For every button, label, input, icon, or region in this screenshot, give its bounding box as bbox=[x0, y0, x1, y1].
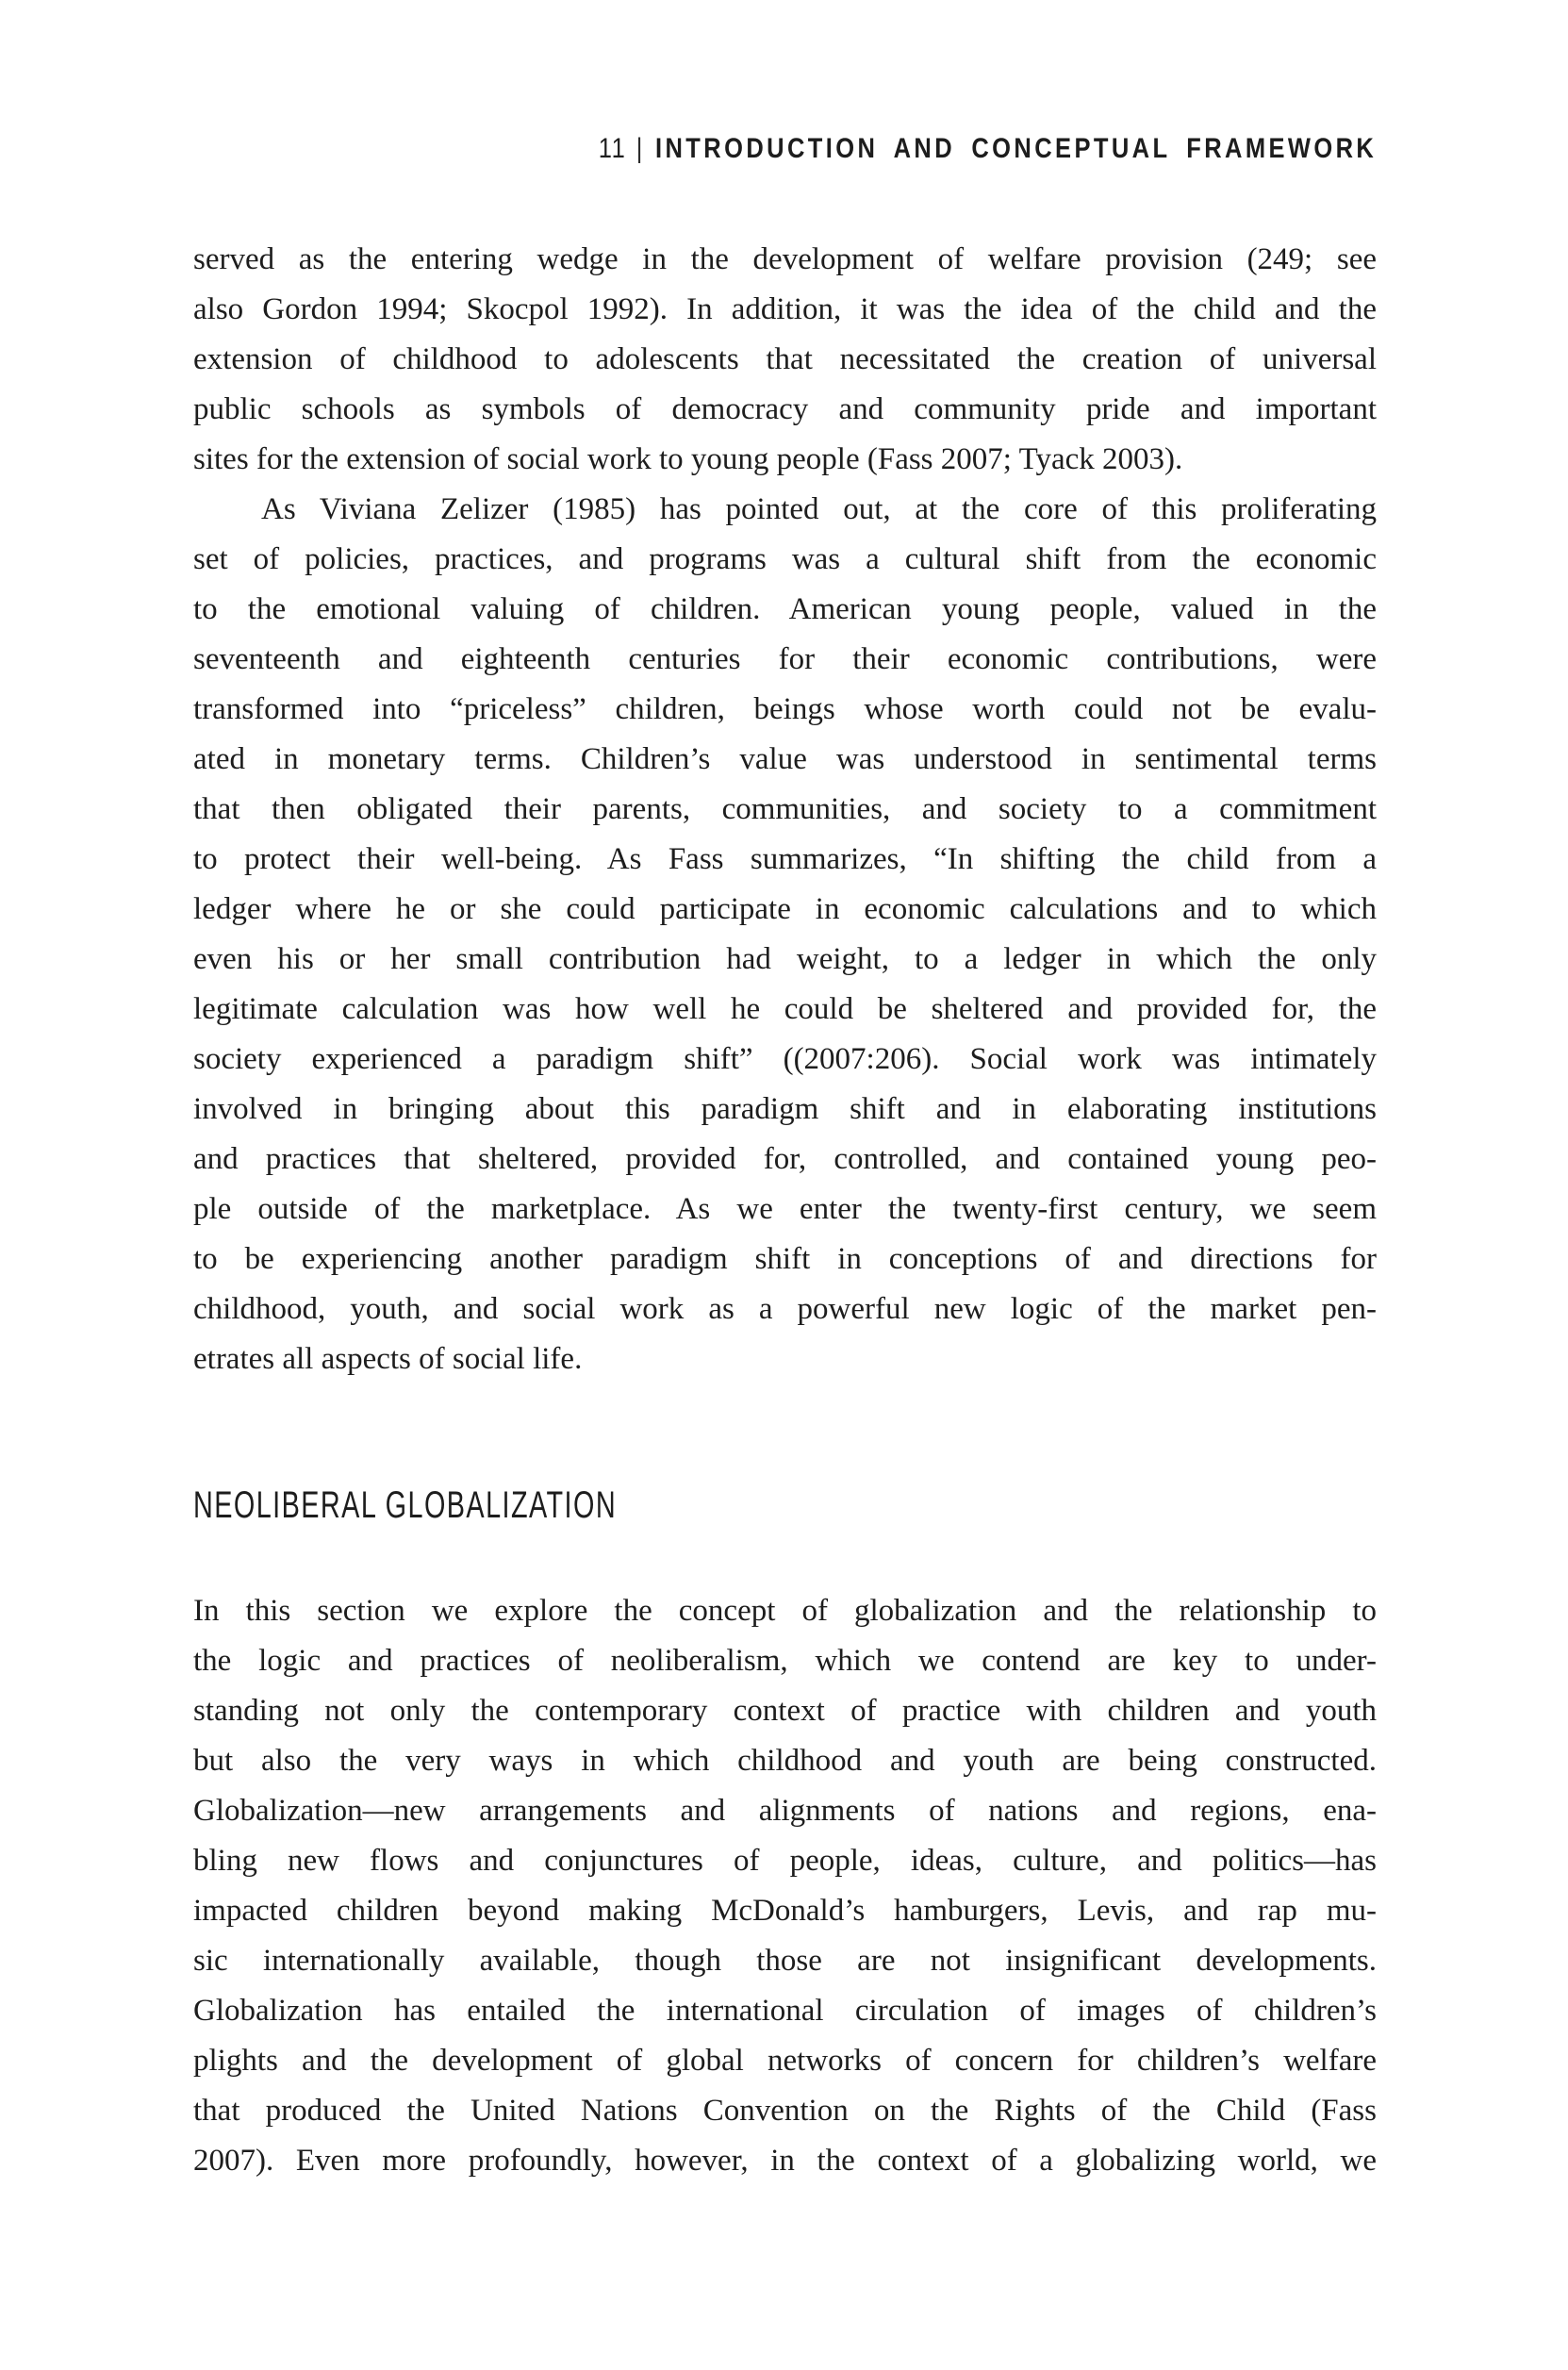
text-line: childhood, youth, and social work as a powerful new logic of the market pen- bbox=[193, 1292, 1377, 1326]
running-header-title: INTRODUCTION AND CONCEPTUAL FRAMEWORK bbox=[654, 133, 1377, 164]
text-line: society experienced a paradigm shift” ((2007:206). Social work was intimately bbox=[193, 1042, 1377, 1076]
header-separator: | bbox=[635, 133, 643, 164]
text-line: sites for the extension of social work to young people (Fass 2007; Tyack 2003). bbox=[193, 442, 1183, 476]
text-line: the logic and practices of neoliberalism, which we contend are key to under- bbox=[193, 1644, 1377, 1678]
text-line: involved in bringing about this paradigm shift and in elaborating institutions bbox=[193, 1092, 1377, 1126]
text-line: sic internationally available, though those are not insignificant developments. bbox=[193, 1944, 1377, 1978]
text-line: seventeenth and eighteenth centuries for their economic contributions, were bbox=[193, 642, 1377, 676]
paragraph bbox=[193, 235, 1377, 485]
text-line: transformed into “priceless” children, beings whose worth could not be evalu- bbox=[193, 692, 1377, 726]
text-line: ple outside of the marketplace. As we enter the twenty-first century, we seem bbox=[193, 1192, 1377, 1226]
text-line: set of policies, practices, and programs was a cultural shift from the economic bbox=[193, 542, 1377, 576]
section-heading: NEOLIBERAL GLOBALIZATION bbox=[193, 1484, 618, 1526]
text-line: ledger where he or she could participate in economic calculations and to which bbox=[193, 892, 1377, 926]
text-line: Globalization—new arrangements and alignments of nations and regions, ena- bbox=[193, 1794, 1377, 1828]
text-line: impacted children beyond making McDonald’s hamburgers, Levis, and rap mu- bbox=[193, 1894, 1377, 1928]
text-line: to the emotional valuing of children. American young people, valued in the bbox=[193, 592, 1377, 626]
text-line: extension of childhood to adolescents that necessitated the creation of universal bbox=[193, 342, 1377, 376]
text-line: to be experiencing another paradigm shift in conceptions of and directions for bbox=[193, 1242, 1377, 1276]
text-line: plights and the development of global networks of concern for children’s welfare bbox=[193, 2044, 1377, 2078]
running-header bbox=[598, 132, 1377, 166]
text-line: that then obligated their parents, communities, and society to a commitment bbox=[193, 792, 1377, 826]
text-line: legitimate calculation was how well he could be sheltered and provided for, the bbox=[193, 992, 1377, 1026]
text-line: As Viviana Zelizer (1985) has pointed out, at the core of this proliferating bbox=[261, 492, 1377, 526]
text-line: bling new flows and conjunctures of people, ideas, culture, and politics—has bbox=[193, 1844, 1377, 1878]
text-line: etrates all aspects of social life. bbox=[193, 1342, 583, 1376]
text-line: and practices that sheltered, provided for, controlled, and contained young peo- bbox=[193, 1142, 1377, 1176]
paragraph bbox=[193, 1586, 1377, 2186]
text-line: to protect their well-being. As Fass summarizes, “In shifting the child from a bbox=[193, 842, 1377, 876]
text-line: served as the entering wedge in the development of welfare provision (249; see bbox=[193, 242, 1377, 276]
page-number: 11 bbox=[598, 133, 627, 164]
text-line: that produced the United Nations Convention on the Rights of the Child (Fass bbox=[193, 2094, 1377, 2128]
text-line: even his or her small contribution had weight, to a ledger in which the only bbox=[193, 942, 1377, 976]
text-line: public schools as symbols of democracy and community pride and important bbox=[193, 392, 1377, 426]
paragraph bbox=[193, 485, 1377, 1384]
text-line: Globalization has entailed the international circulation of images of children’s bbox=[193, 1994, 1377, 2028]
text-line: standing not only the contemporary context of practice with children and youth bbox=[193, 1694, 1377, 1728]
text-line: ated in monetary terms. Children’s value was understood in sentimental terms bbox=[193, 742, 1377, 776]
text-line: also Gordon 1994; Skocpol 1992). In addition, it was the idea of the child and the bbox=[193, 292, 1377, 326]
text-line: but also the very ways in which childhood and youth are being constructed. bbox=[193, 1744, 1377, 1778]
text-block bbox=[193, 235, 1377, 2186]
text-line: 2007). Even more profoundly, however, in the context of a globalizing world, we bbox=[193, 2144, 1377, 2178]
text-line: In this section we explore the concept of globalization and the relationship to bbox=[193, 1594, 1377, 1628]
